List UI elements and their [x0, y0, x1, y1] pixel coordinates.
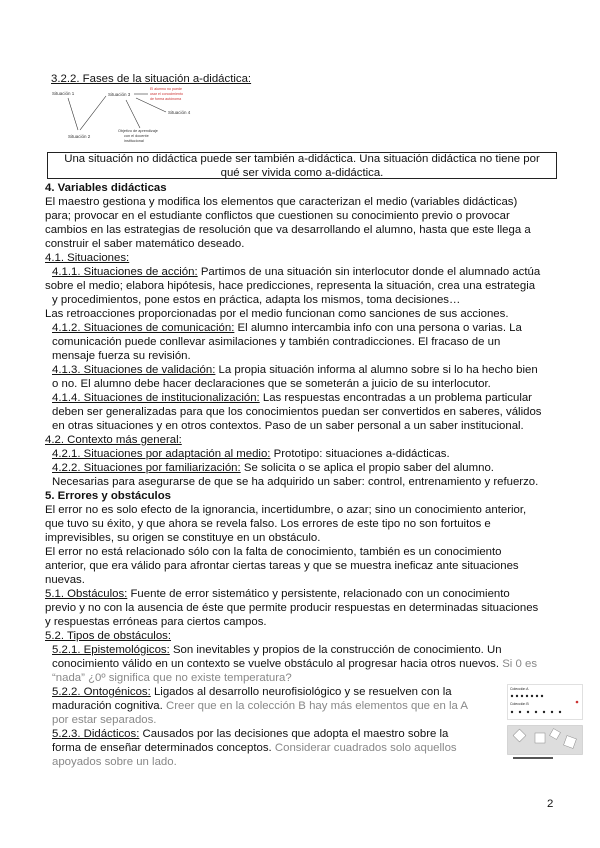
item-422: [52, 461, 567, 475]
collection-a-label: Colección A: [510, 687, 529, 691]
text-51-line: previo y no con la ausencia de éste que permite producir respuestas en determinadas situaciones: [45, 602, 539, 614]
example-523-line: apoyados sobre un lado.: [52, 756, 177, 768]
text-412-line: mensaje fuerza su revisión.: [52, 350, 191, 362]
item-412: [52, 321, 567, 335]
s4-paragraph-line: El maestro gestiona y modifica los elementos que caracterizan el medio (variables didácticas): [45, 196, 518, 208]
diagram-red-note-2: usar el conocimiento: [150, 92, 183, 96]
text-411-line: y procedimientos, pone estos en práctica, adapta los mismos, toma decisiones…: [52, 294, 461, 306]
item-411: [52, 265, 567, 279]
item-523: [52, 727, 567, 741]
collections-thumbnail: [507, 684, 583, 720]
note-box-line-1: Una situación no didáctica puede ser también a-didáctica. Una situación didáctica no tiene por: [64, 153, 540, 165]
diagram-red-note-1: El alumno no puede: [150, 87, 182, 91]
text-51-line: y respuestas erróneas para ciertos campos.: [45, 616, 267, 628]
heading-411: 4.1.1. Situaciones de acción:: [52, 266, 198, 278]
text-522-line: [52, 699, 567, 713]
text-522: Ligados al desarrollo neurofisiológico y se resuelven con la: [150, 686, 452, 698]
item-413: [52, 363, 567, 377]
item-421: [52, 447, 567, 461]
text-411-line: sobre el medio; elabora hipótesis, hace predicciones, representa la situación, crea una estrategia: [45, 280, 536, 292]
text-411: Partimos de una situación sin interlocutor donde el alumnado actúa: [197, 266, 541, 278]
text-413: La propia situación informa al alumno sobre si lo ha hecho bien: [215, 364, 538, 376]
diagram-red-note-3: de forma autónoma: [150, 97, 182, 101]
note-box-line-2: qué ser vivida como a-didáctica.: [220, 166, 384, 179]
text-523-line: [52, 741, 567, 755]
s4-paragraph-line: para; provocar en el estudiante conflictos que cuestionen su conocimiento previo o provocar: [45, 210, 510, 222]
text-523b: forma de enseñar determinados conceptos.: [52, 742, 272, 754]
example-521: Si 0 es: [499, 658, 538, 670]
section-5-title: 5. Errores y obstáculos: [45, 490, 171, 502]
page-number: 2: [547, 798, 554, 810]
example-522: Creer que en la colección B hay más elementos que en la A: [162, 700, 469, 712]
diagram-label-4: Situación 4: [168, 110, 191, 115]
heading-412: 4.1.2. Situaciones de comunicación:: [52, 322, 235, 334]
s5-p1-line: imprevisibles, su origen se constituye en un obstáculo.: [45, 532, 321, 544]
s4-paragraph-line: cambios en las estrategias de resolución que va desarrollando el alumno, hasta que este llega a: [45, 224, 531, 236]
text-51: Fuente de error sistemático y persistente, relacionado con un conocimiento: [127, 588, 510, 600]
heading-522: 5.2.2. Ontogénicos:: [52, 686, 151, 698]
item-414: [52, 391, 567, 405]
s5-p2-line: nuevas.: [45, 574, 85, 586]
squares-thumbnail: [507, 725, 583, 761]
example-521-line: “nada” ¿0º significa que no existe temperatura?: [52, 672, 292, 684]
s5-p2-line: El error no está relacionado sólo con la falta de conocimiento, también es un conocimiento: [45, 546, 502, 558]
diagram-note-1: Objetivo de aprendizaje: [118, 129, 158, 133]
example-522-line: por estar separados.: [52, 714, 157, 726]
item-522: [52, 685, 567, 699]
heading-52: 5.2. Tipos de obstáculos:: [45, 630, 172, 642]
s5-p2-line: anterior, que era válido para afrontar ciertas tareas y que se muestra ineficaz ante situaciones: [45, 560, 519, 572]
text-523: Causados por las decisiones que adopta el maestro sobre la: [139, 728, 449, 740]
text-412-line: comunicación puede conllevar asimilaciones y también contradicciones. El fracaso de un: [52, 336, 501, 348]
text-422-line: Necesarias para asegurarse de que se ha adquirido un saber: control, entrenamiento y refuerzo.: [52, 476, 539, 488]
s5-p1-line: que tuvo su éxito, y que ahora se revela falso. Los errores de este tipo no son fortuitos e: [45, 518, 491, 530]
item-51: [45, 587, 560, 601]
diagram-label-1: Situación 1: [52, 91, 75, 96]
example-523: Considerar cuadrados solo aquellos: [271, 742, 457, 754]
s4-paragraph-line: construir el saber matemático deseado.: [45, 238, 245, 250]
text-522b: maduración cognitiva.: [52, 700, 163, 712]
heading-521: 5.2.1. Epistemológicos:: [52, 644, 170, 656]
text-521b: conocimiento válido en un contexto se vuelve obstáculo al progresar hacia otros nuevos.: [52, 658, 500, 670]
text-414-line: deben ser generalizadas para que los conocimientos puedan ser convertidos en saberes, válidos: [52, 406, 542, 418]
text-412: El alumno intercambia info con una persona o varias. La: [234, 322, 522, 334]
collection-b-label: Colección B: [510, 702, 529, 706]
text-414-line: en otras situaciones y en otros contextos. Paso de un saber personal a un saber institucional.: [52, 420, 524, 432]
text-422: Se solicita o se aplica el propio saber del alumno.: [240, 462, 494, 474]
heading-414: 4.1.4. Situaciones de institucionalización:: [52, 392, 260, 404]
section-4-title: 4. Variables didácticas: [45, 182, 167, 194]
diagram-label-2: Situación 2: [68, 134, 91, 139]
phases-diagram: [50, 86, 210, 150]
s5-p1-line: El error no es solo efecto de la ignorancia, incertidumbre, o azar; sino un conocimiento anterior,: [45, 504, 527, 516]
heading-523: 5.2.3. Didácticos:: [52, 728, 140, 740]
heading-422: 4.2.2. Situaciones por familiarización:: [52, 462, 241, 474]
text-521-line: [52, 657, 567, 671]
heading-421: 4.2.1. Situaciones por adaptación al medio:: [52, 448, 271, 460]
diagram-note-3: institucional: [124, 139, 144, 143]
heading-413: 4.1.3. Situaciones de validación:: [52, 364, 216, 376]
item-521: [52, 643, 567, 657]
section-heading-322: 3.2.2. Fases de la situación a-didáctica:: [51, 73, 252, 85]
text-413-line: o no. El alumno debe hacer declaraciones que se someterán a juicio de su interlocutor.: [52, 378, 491, 390]
text-521: Son inevitables y propios de la construcción de conocimiento. Un: [169, 644, 502, 656]
note-box: [47, 152, 557, 179]
text-421: Prototipo: situaciones a-didácticas.: [270, 448, 450, 460]
diagram-label-3: Situación 3: [108, 92, 131, 97]
heading-42: 4.2. Contexto más general:: [45, 434, 182, 446]
text-411-line: Las retroacciones proporcionadas por el medio funcionan como sanciones de sus acciones.: [45, 308, 509, 320]
text-414: Las respuestas encontradas a un problema particular: [259, 392, 532, 404]
diagram-note-2: con el docente: [124, 134, 149, 138]
heading-41: 4.1. Situaciones:: [45, 252, 130, 264]
heading-51: 5.1. Obstáculos:: [45, 588, 128, 600]
